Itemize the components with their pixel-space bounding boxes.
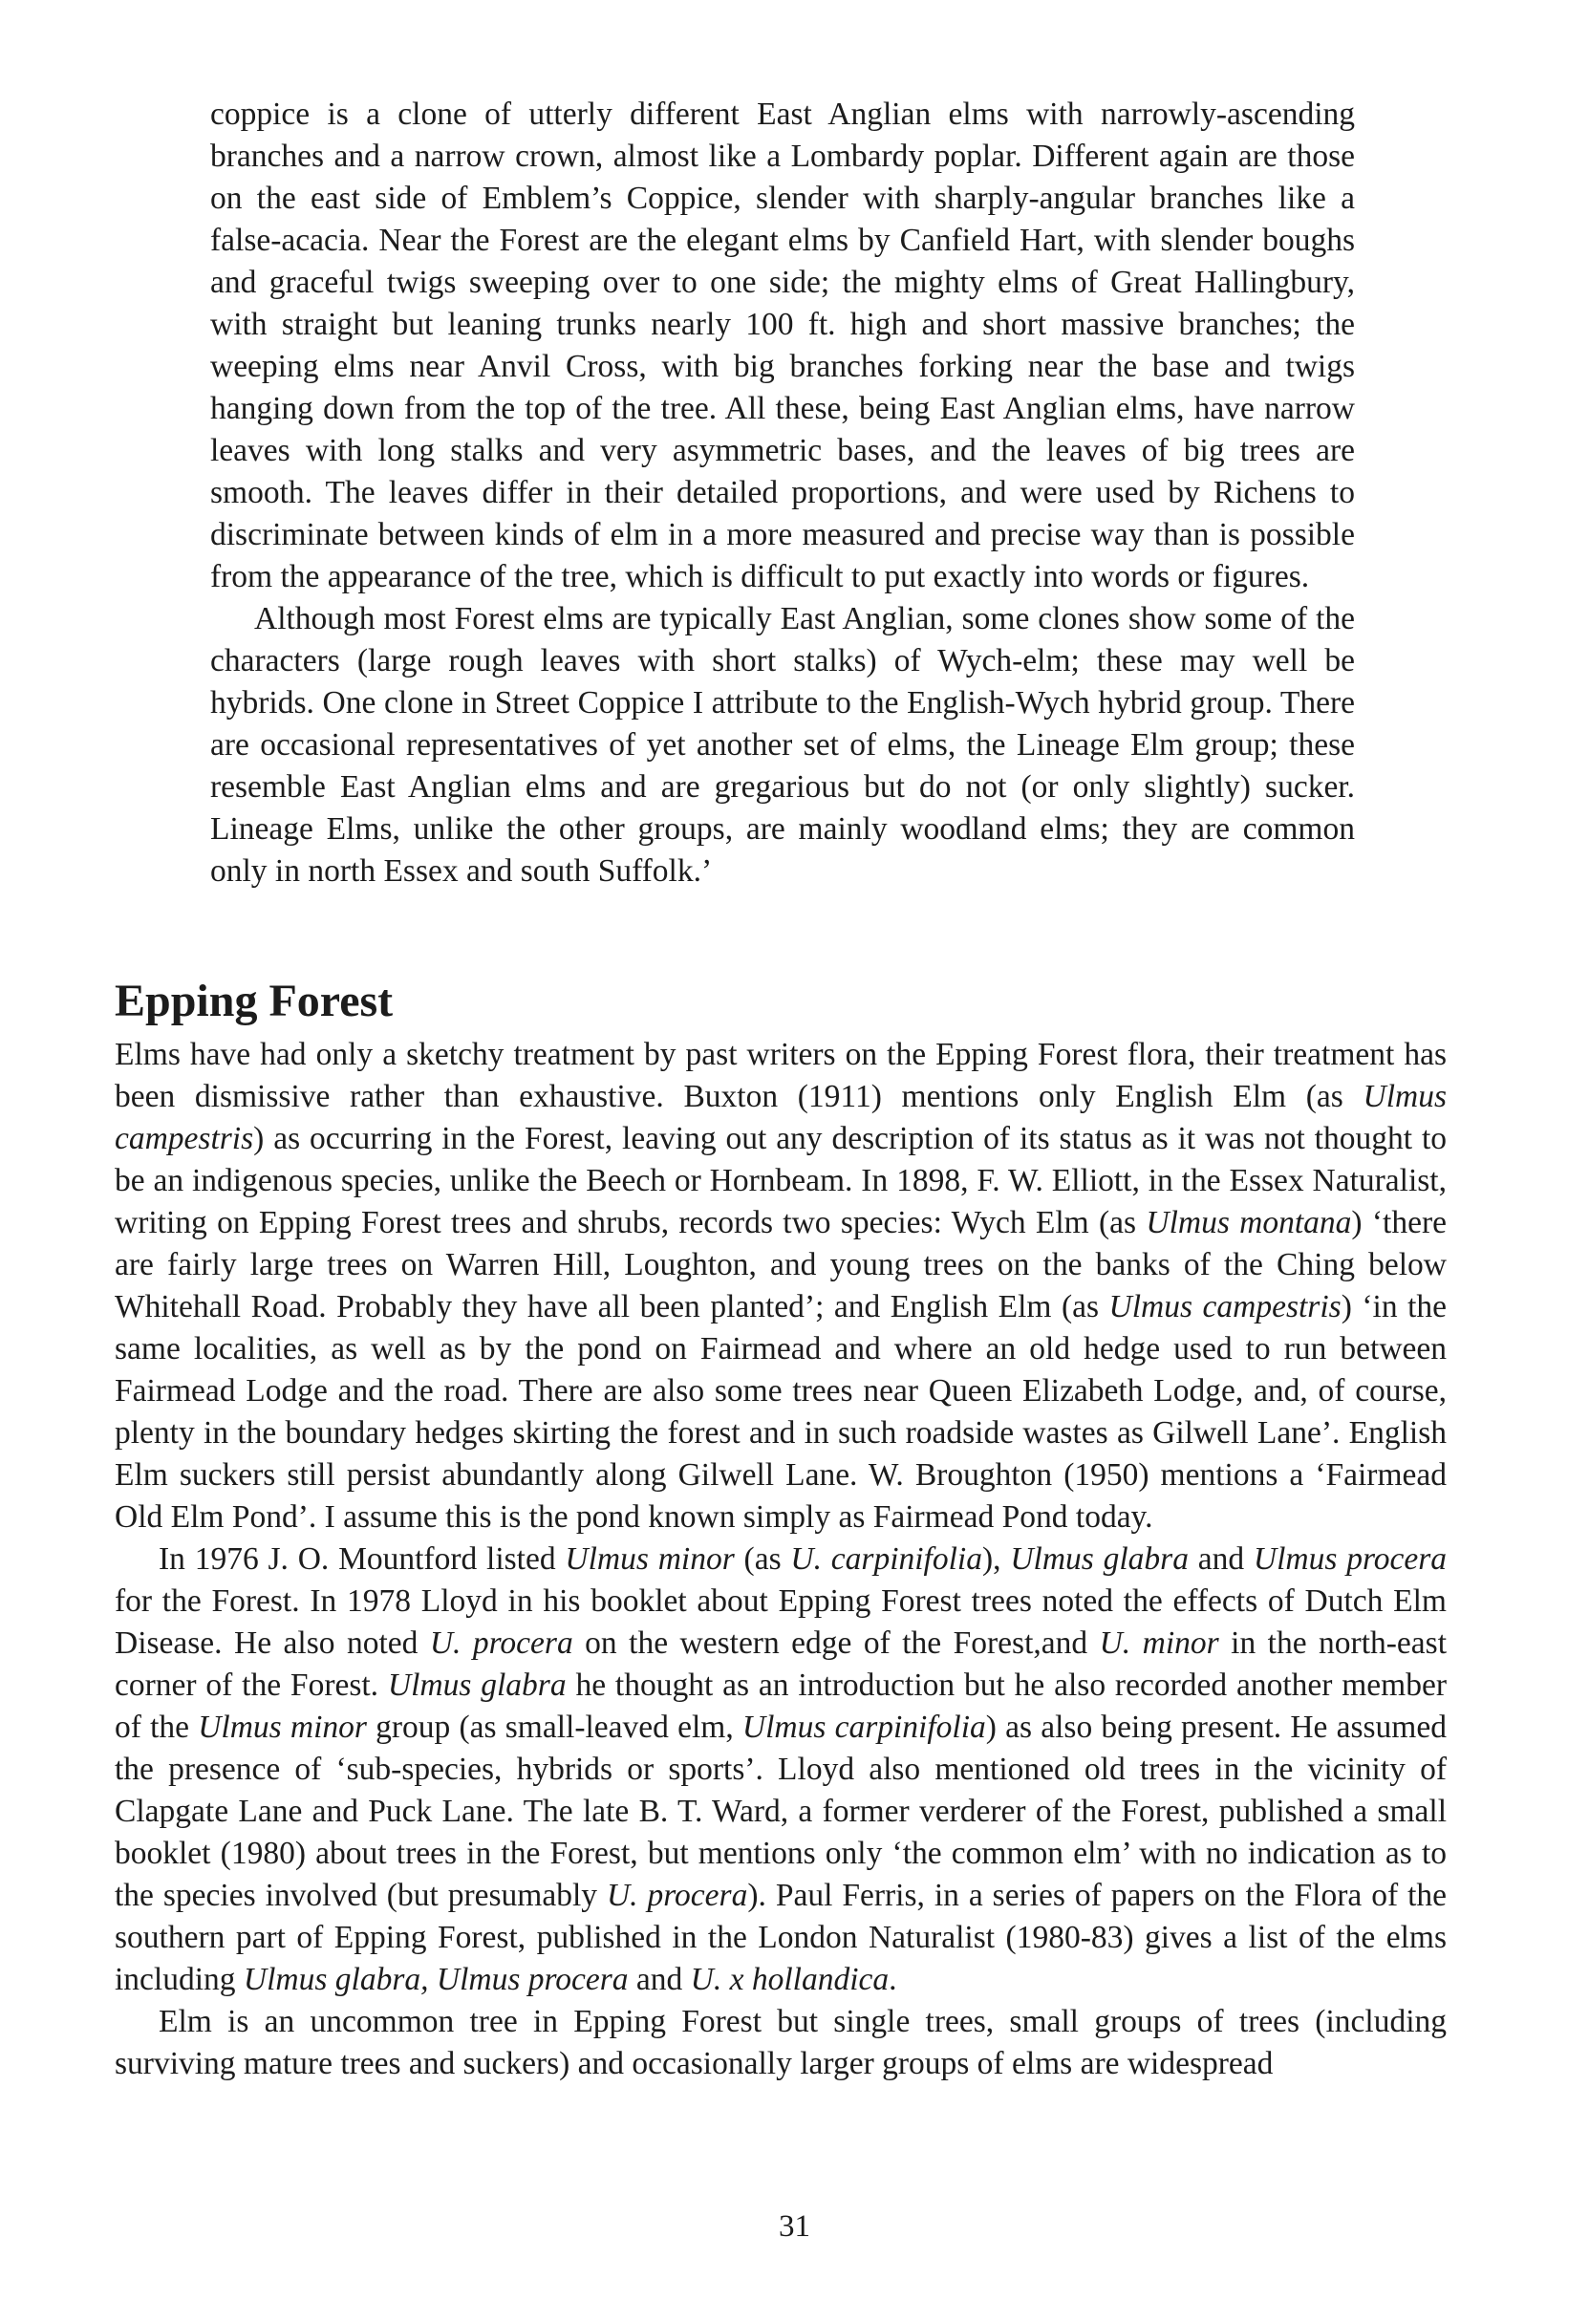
text-run: and (628, 1962, 691, 1997)
text-run: and (1188, 1541, 1254, 1577)
text-run: ), (981, 1541, 1011, 1577)
body-paragraph-2 (115, 1539, 1447, 2001)
text-run: . (889, 1962, 897, 1997)
text-run: ) as also being present. He assumed the presence of ‘sub-species, hybrids or sports’. Lloyd also mentioned old trees in the vicinity of Clapgate Lane and Puck Lane. The late B. T. Ward, a former verderer of the Forest, published a small booklet (1980) about trees in the Forest, but mentions only ‘the common elm’ with no indication as to the species involved (but presumably (115, 1710, 1447, 1913)
species-name: Ulmus montana (1146, 1205, 1352, 1240)
quote-paragraph-2: Although most Forest elms are typically East Anglian, some clones show some of the characters (large rough leaves with short stalks) of Wych-elm; these may well be hybrids. One clone in Street Coppice I attribute to the English-Wych hybrid group. There are occasional representatives of yet another set of elms, the Lineage Elm group; these resemble East Anglian elms and are gregarious but do not (or only slightly) sucker. Lineage Elms, unlike the other groups, are mainly woodland elms; they are common only in north Essex and south Suffolk.’ (210, 601, 1355, 889)
text-run: ) ‘in the same localities, as well as by the pond on Fairmead and where an old hedge used to run between Fairmead Lodge and the road. There are also some trees near Queen Elizabeth Lodge, and, of course, plenty in the boundary hedges skirting the forest and in such roadside wastes as Gilwell Lane’. English Elm suckers still persist abundantly along Gilwell Lane. W. Broughton (1950) mentions a ‘Fairmead Old Elm Pond’. I assume this is the pond known simply as Fairmead Pond today. (115, 1289, 1448, 1535)
species-name: Ulmus minor (198, 1710, 367, 1745)
text-run: In 1976 J. O. Mountford listed (159, 1541, 566, 1577)
species-name: U. procera (429, 1625, 573, 1661)
text-run: ) ‘there are fairly large trees on Warren Hill, Loughton, and young trees on the banks of the Ching below Whitehall Road. Probably they have all been planted’; and English Elm (as (115, 1205, 1447, 1324)
species-name: Ulmus procera (1253, 1541, 1448, 1577)
species-name: Ulmus minor (565, 1541, 735, 1577)
quoted-passage (210, 94, 1355, 893)
species-name: Ulmus glabra (1010, 1541, 1189, 1577)
text-run: ). Paul Ferris, in a series of papers on the Flora of the southern part of Epping Forest, published in the London Naturalist (1980-83) gives a list of the elms including (115, 1878, 1447, 1997)
species-name: Ulmus glabra (387, 1668, 567, 1703)
species-name: U. x hollandica (690, 1962, 890, 1997)
section-body (115, 1034, 1447, 2085)
text-run: (as (734, 1541, 791, 1577)
text-run: on the western edge of the Forest,and (572, 1625, 1100, 1661)
body-paragraph-3: Elm is an uncommon tree in Epping Forest but single trees, small groups of trees (including surviving mature trees and suckers) and occasionally larger groups of elms are widespread (115, 2004, 1447, 2081)
text-run: he thought as an introduction but he also recorded another member of the (115, 1668, 1448, 1745)
text-run: ) as occurring in the Forest, leaving out any description of its status as it was not thought to be an indigenous species, unlike the Beech or Hornbeam. In 1898, F. W. Elliott, in the Essex Naturalist, writing on Epping Forest trees and shrubs, records two species: Wych Elm (as (115, 1121, 1447, 1240)
species-name: U. procera (606, 1878, 748, 1913)
text-run: Elms have had only a sketchy treatment by past writers on the Epping Forest flora, their treatment has been dismissive rather than exhaustive. Buxton (1911) mentions only English Elm (as (115, 1037, 1447, 1114)
page-number: 31 (779, 2209, 810, 2244)
quote-paragraph-1: coppice is a clone of utterly different East Anglian elms with narrowly-ascending branches and a narrow crown, almost like a Lombardy poplar. Different again are those on the east side of Emblem’s Coppice, slender with sharply-angular branches like a false-acacia. Near the Forest are the elegant elms by Canfield Hart, with slender boughs and graceful twigs sweeping over to one side; the mighty elms of Great Hallingbury, with straight but leaning trunks nearly 100 ft. high and short massive branches; the weeping elms near Anvil Cross, with big branches forking near the base and twigs hanging down from the top of the tree. All these, being East Anglian elms, have narrow leaves with long stalks and very asymmetric bases, and the leaves of big trees are smooth. The leaves differ in their detailed proportions, and were used by Richens to discriminate between kinds of elm in a more measured and precise way than is possible from the appearance of the tree, which is difficult to put exactly into words or figures. (210, 97, 1355, 594)
text-run: for the Forest. In 1978 Lloyd in his booklet about Epping Forest trees noted the effects of Dutch Elm Disease. He also noted (115, 1583, 1447, 1661)
text-run: in the north-east corner of the Forest. (115, 1625, 1448, 1703)
species-name: Ulmus campestris (1108, 1289, 1342, 1324)
body-paragraph-1 (115, 1034, 1447, 1539)
section-heading: Epping Forest (115, 976, 394, 1026)
species-name: Ulmus carpinifolia (741, 1710, 986, 1745)
species-name: Ulmus campestris (115, 1079, 1447, 1156)
text-run: group (as small-leaved elm, (366, 1710, 742, 1745)
species-name: Ulmus glabra, Ulmus procera (243, 1962, 629, 1997)
species-name: U. carpinifolia (790, 1541, 982, 1577)
species-name: U. minor (1099, 1625, 1219, 1661)
